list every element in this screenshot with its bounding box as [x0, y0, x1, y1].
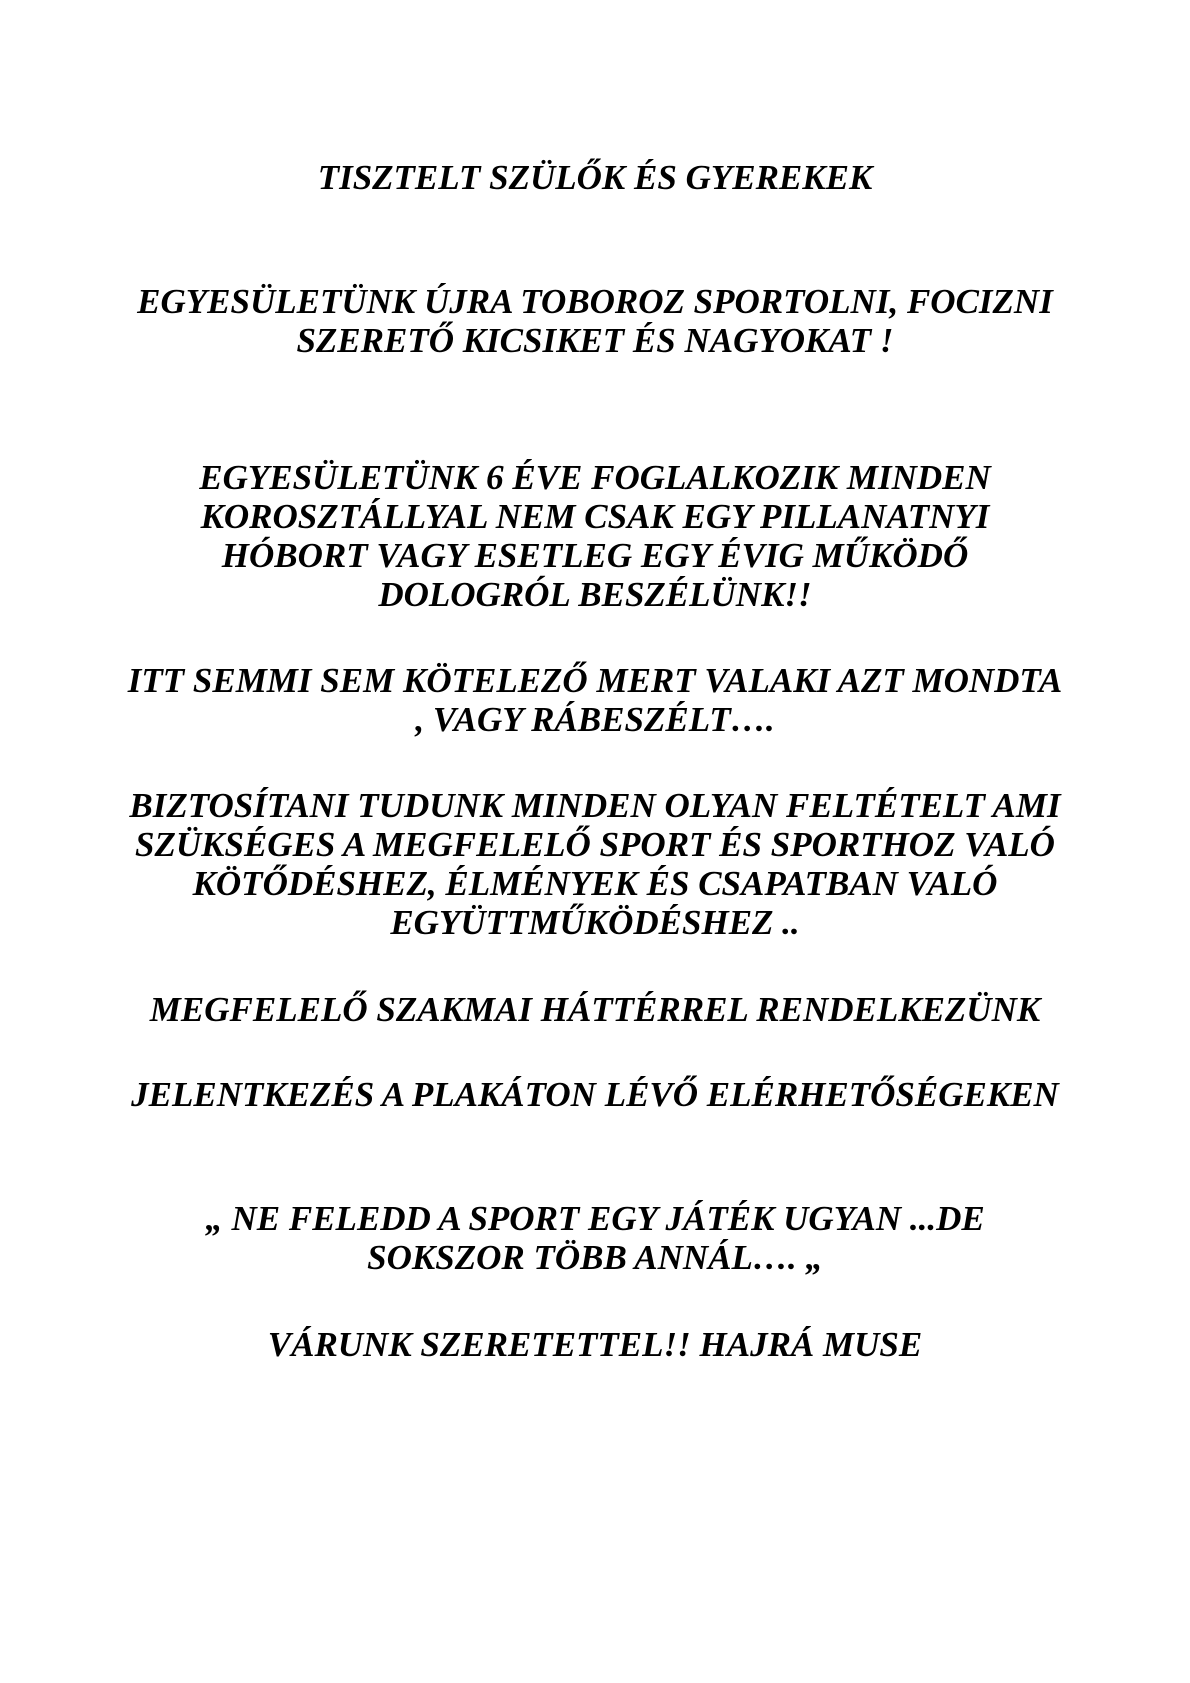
- experience-line-4: DOLOGRÓL BESZÉLÜNK!!: [378, 575, 812, 614]
- recruit-line-2: SZERETŐ KICSIKET ÉS NAGYOKAT !: [296, 321, 894, 360]
- closing-line: VÁRUNK SZERETETTEL!! HAJRÁ MUSE: [267, 1325, 923, 1364]
- conditions-line-4: EGYÜTTMŰKÖDÉSHEZ ..: [390, 903, 800, 942]
- experience-line-2: KOROSZTÁLLYAL NEM CSAK EGY PILLANATNYI: [200, 497, 990, 536]
- conditions-line-1: BIZTOSÍTANI TUDUNK MINDEN OLYAN FELTÉTELT AMI: [129, 786, 1061, 825]
- quote-line-1: „ NE FELEDD A SPORT EGY JÁTÉK UGYAN ...DE: [205, 1199, 985, 1238]
- conditions-line-3: KÖTŐDÉSHEZ, ÉLMÉNYEK ÉS CSAPATBAN VALÓ: [192, 864, 998, 903]
- voluntary-line-1: ITT SEMMI SEM KÖTELEZŐ MERT VALAKI AZT MONDTA: [127, 661, 1063, 700]
- background-line: MEGFELELŐ SZAKMAI HÁTTÉRREL RENDELKEZÜNK: [149, 990, 1041, 1029]
- voluntary-line-2: , VAGY RÁBESZÉLT….: [415, 700, 775, 739]
- experience-line-3: HÓBORT VAGY ESETLEG EGY ÉVIG MŰKÖDŐ: [221, 536, 969, 575]
- greeting-heading: TISZTELT SZÜLŐK ÉS GYEREKEK: [317, 158, 873, 197]
- quote-line-2: SOKSZOR TÖBB ANNÁL…. „: [367, 1238, 823, 1277]
- conditions-line-2: SZÜKSÉGES A MEGFELELŐ SPORT ÉS SPORTHOZ VALÓ: [135, 825, 1055, 864]
- recruit-line-1: EGYESÜLETÜNK ÚJRA TOBOROZ SPORTOLNI, FOCIZNI: [137, 282, 1053, 321]
- experience-line-1: EGYESÜLETÜNK 6 ÉVE FOGLALKOZIK MINDEN: [199, 458, 991, 497]
- signup-line: JELENTKEZÉS A PLAKÁTON LÉVŐ ELÉRHETŐSÉGEKEN: [131, 1075, 1059, 1114]
